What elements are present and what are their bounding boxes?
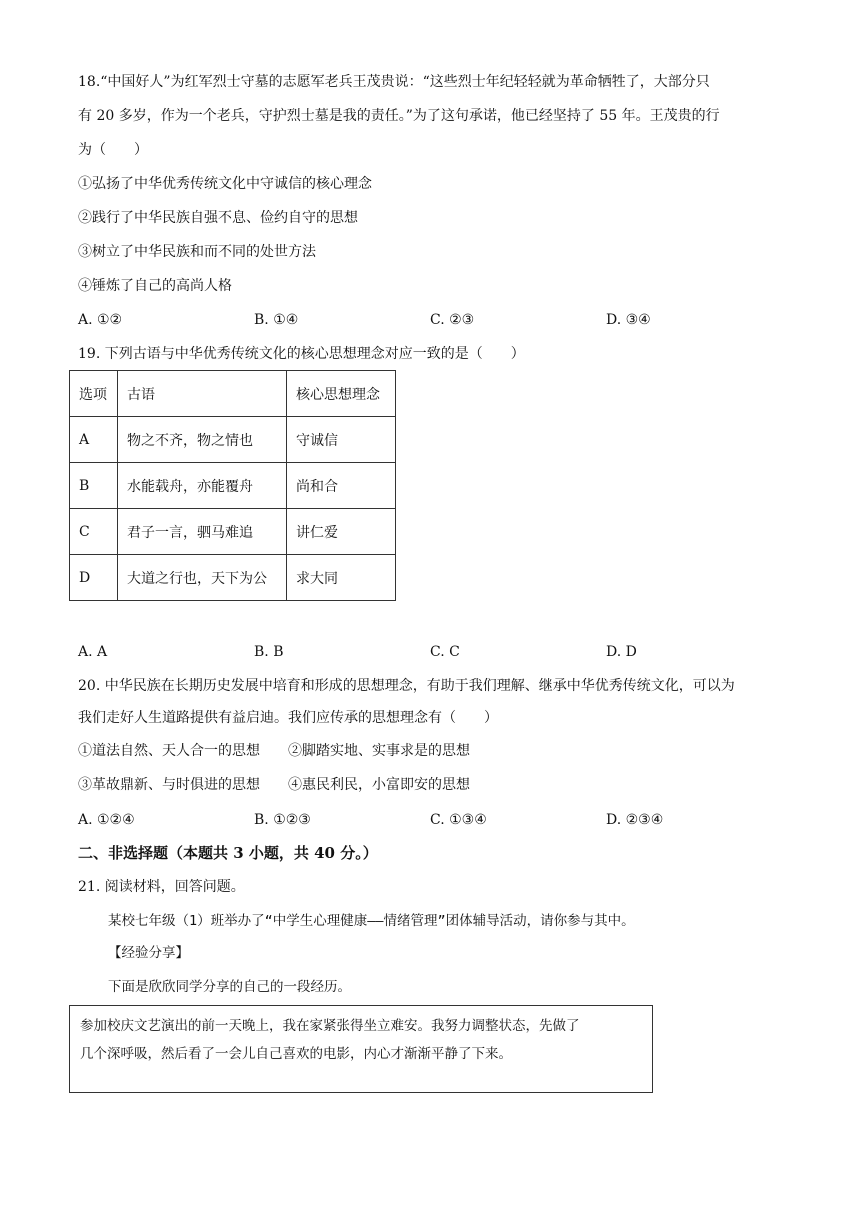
q19-option-c[interactable]: C. C [430, 644, 460, 660]
q19-table [69, 370, 396, 601]
q21-material-line2: 几个深呼吸，然后看了一会儿自己喜欢的电影，内心才渐渐平静了下来。 [80, 1046, 512, 1062]
q20-stem-line1: 20. 中华民族在长期历史发展中培育和形成的思想理念，有助于我们理解、继承中华优秀传统文化，可以为 [78, 678, 735, 694]
q18-option-a[interactable]: A. ①② [78, 312, 123, 328]
table-row [70, 509, 396, 555]
q18-options [78, 310, 798, 330]
table-cell: 讲仁爱 [287, 509, 396, 555]
q18-option-b[interactable]: B. ①④ [254, 312, 299, 328]
q18-item-4: ④锤炼了自己的高尚人格 [78, 278, 232, 294]
q20-options [78, 810, 798, 830]
table-header-cell: 选项 [70, 371, 118, 417]
table-cell: 守诚信 [287, 417, 396, 463]
q20-items-row2: ③革故鼎新、与时俱进的思想 ④惠民利民，小富即安的思想 [78, 777, 470, 793]
q18-stem-line1: 18.“中国好人”为红军烈士守墓的志愿军老兵王茂贵说：“这些烈士年纪轻轻就为革命牺牲了，大部分只 [78, 74, 710, 90]
q21-intro: 某校七年级（1）班举办了“中学生心理健康——情绪管理”团体辅导活动，请你参与其中。 [108, 913, 635, 929]
q20-option-d[interactable]: D. ②③④ [606, 812, 664, 828]
table-cell: 水能载舟，亦能覆舟 [118, 463, 287, 509]
q20-option-b[interactable]: B. ①②③ [254, 812, 311, 828]
table-cell: A [70, 417, 118, 463]
q21-material-line1: 参加校庆文艺演出的前一天晚上，我在家紧张得坐立难安。我努力调整状态，先做了 [80, 1018, 580, 1034]
q19-option-d[interactable]: D. D [606, 644, 637, 660]
table-cell: 君子一言，驷马难追 [118, 509, 287, 555]
q21-lead: 下面是欣欣同学分享的自己的一段经历。 [108, 979, 351, 995]
section-heading: 二、非选择题（本题共 3 小题，共 40 分。） [78, 844, 378, 862]
table-cell: 求大同 [287, 555, 396, 601]
table-row [70, 463, 396, 509]
table-cell: 物之不齐，物之情也 [118, 417, 287, 463]
table-row [70, 555, 396, 601]
q21-subheading: 【经验分享】 [108, 945, 189, 961]
q20-stem-line2: 我们走好人生道路提供有益启迪。我们应传承的思想理念有（ ） [78, 710, 498, 726]
table-header-cell: 古语 [118, 371, 287, 417]
table-header-cell: 核心思想理念 [287, 371, 396, 417]
q18-item-2: ②践行了中华民族自强不息、俭约自守的思想 [78, 210, 358, 226]
table-header-row [70, 371, 396, 417]
q19-option-b[interactable]: B. B [254, 644, 284, 660]
table-cell: C [70, 509, 118, 555]
q18-option-d[interactable]: D. ③④ [606, 312, 651, 328]
q18-item-1: ①弘扬了中华优秀传统文化中守诚信的核心理念 [78, 176, 372, 192]
q19-stem: 19. 下列古语与中华优秀传统文化的核心思想理念对应一致的是（ ） [78, 346, 525, 362]
q18-option-c[interactable]: C. ②③ [430, 312, 475, 328]
q19-option-a[interactable]: A. A [78, 644, 108, 660]
q18-stem-line2: 有 20 多岁，作为一个老兵，守护烈士墓是我的责任。”为了这句承诺，他已经坚持了 55 年。王茂贵的行 [78, 108, 720, 124]
table-row [70, 417, 396, 463]
q19-options [78, 642, 798, 662]
q20-option-c[interactable]: C. ①③④ [430, 812, 487, 828]
table-cell: 大道之行也，天下为公 [118, 555, 287, 601]
table-cell: 尚和合 [287, 463, 396, 509]
q21-material-box [69, 1005, 653, 1093]
q21-stem: 21. 阅读材料，回答问题。 [78, 879, 245, 895]
q18-stem-line3: 为（ ） [78, 142, 148, 158]
table-cell: B [70, 463, 118, 509]
table-cell: D [70, 555, 118, 601]
q18-item-3: ③树立了中华民族和而不同的处世方法 [78, 244, 316, 260]
q20-items-row1: ①道法自然、天人合一的思想 ②脚踏实地、实事求是的思想 [78, 743, 470, 759]
q20-option-a[interactable]: A. ①②④ [78, 812, 135, 828]
